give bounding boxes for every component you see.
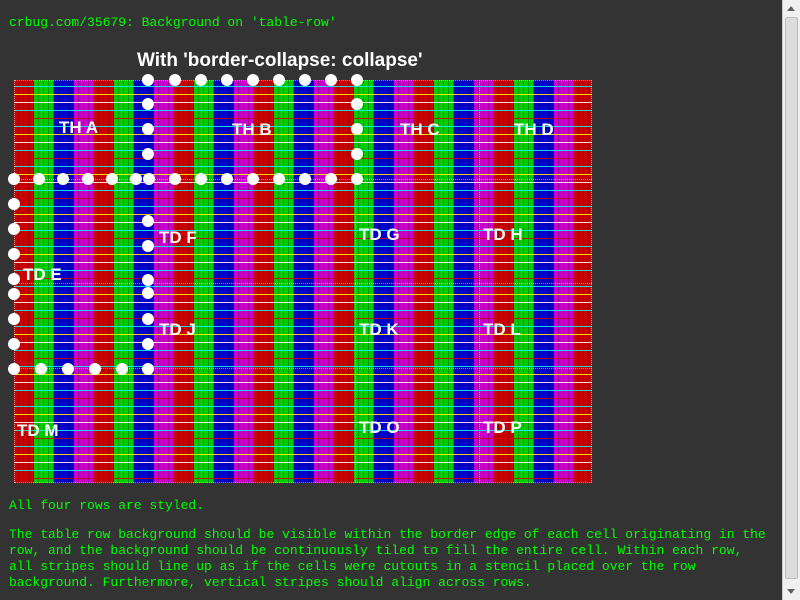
border-dot — [142, 74, 154, 86]
horizontal-stripe — [14, 86, 592, 87]
column-divider-c — [355, 179, 356, 483]
border-dot — [142, 148, 154, 160]
horizontal-stripe — [14, 214, 592, 215]
border-dot — [351, 173, 363, 185]
cell-td-l: TD L — [483, 320, 521, 339]
border-dot — [221, 74, 233, 86]
horizontal-stripe — [14, 454, 592, 455]
border-dot — [325, 173, 337, 185]
horizontal-stripe — [14, 134, 592, 135]
border-dot — [8, 363, 20, 375]
horizontal-stripe — [14, 206, 592, 207]
border-dot — [57, 173, 69, 185]
horizontal-stripe — [14, 438, 592, 439]
scrollbar-thumb[interactable] — [785, 17, 798, 579]
cell-th-b: TH B — [232, 120, 272, 139]
horizontal-stripe — [14, 406, 592, 407]
cell-td-j: TD J — [159, 320, 196, 339]
border-dot — [195, 74, 207, 86]
border-dot — [8, 313, 20, 325]
horizontal-stripe — [14, 166, 592, 167]
horizontal-stripe — [14, 102, 592, 103]
border-dot — [8, 273, 20, 285]
border-dot — [130, 173, 142, 185]
horizontal-stripe — [14, 246, 592, 247]
border-dot — [142, 274, 154, 286]
border-dot — [351, 123, 363, 135]
border-dot — [351, 148, 363, 160]
border-dot — [221, 173, 233, 185]
horizontal-stripe — [14, 446, 592, 447]
triangle-up-icon[interactable] — [787, 6, 795, 11]
horizontal-stripe — [14, 278, 592, 279]
page-title: crbug.com/35679: Background on 'table-row' — [9, 15, 337, 30]
border-dot — [142, 215, 154, 227]
border-dot — [325, 74, 337, 86]
table-border-right — [591, 80, 592, 483]
horizontal-stripe — [14, 414, 592, 415]
horizontal-stripe — [14, 142, 592, 143]
vertical-scrollbar[interactable] — [782, 0, 800, 600]
border-dot — [33, 173, 45, 185]
border-dot — [299, 74, 311, 86]
border-dot — [8, 338, 20, 350]
horizontal-stripe — [14, 190, 592, 191]
border-dot — [143, 173, 155, 185]
horizontal-stripe — [14, 358, 592, 359]
table-border-bottom — [14, 482, 592, 483]
horizontal-stripe — [14, 150, 592, 151]
border-dot — [106, 173, 118, 185]
border-dot — [82, 173, 94, 185]
border-dot — [142, 338, 154, 350]
horizontal-stripe — [14, 342, 592, 343]
horizontal-stripe — [14, 222, 592, 223]
border-dot — [299, 173, 311, 185]
horizontal-stripe — [14, 462, 592, 463]
horizontal-stripe — [14, 94, 592, 95]
border-dot — [142, 240, 154, 252]
border-dot — [351, 74, 363, 86]
horizontal-stripe — [14, 286, 592, 287]
border-dot — [351, 98, 363, 110]
triangle-down-icon[interactable] — [787, 589, 795, 594]
horizontal-stripe — [14, 350, 592, 351]
horizontal-stripe — [14, 398, 592, 399]
horizontal-stripe — [14, 110, 592, 111]
row-divider-2 — [14, 283, 592, 284]
horizontal-stripe — [14, 374, 592, 375]
border-dot — [8, 198, 20, 210]
horizontal-stripe — [14, 118, 592, 119]
horizontal-stripe — [14, 478, 592, 479]
border-dot — [142, 123, 154, 135]
border-dot — [116, 363, 128, 375]
cell-td-p: TD P — [483, 418, 522, 437]
border-dot — [247, 173, 259, 185]
horizontal-stripe — [14, 158, 592, 159]
border-dot — [273, 74, 285, 86]
description-text: The table row background should be visible within the border edge of each cell originating in the row, and the background should be continuously tiled to fill the entire cell. Within each row, all stripes should line up as if the cells were cutouts in a stencil placed over the row background. Furthermore, vertical stripes should align across rows. — [9, 527, 766, 590]
horizontal-stripe — [14, 126, 592, 127]
border-dot — [247, 74, 259, 86]
border-dot — [195, 173, 207, 185]
border-dot — [142, 363, 154, 375]
cell-th-a: TH A — [59, 118, 99, 137]
horizontal-stripe — [14, 294, 592, 295]
cell-th-d: TH D — [514, 120, 554, 139]
cell-td-o: TD O — [359, 418, 400, 437]
column-divider-d — [479, 80, 480, 483]
border-dot — [8, 173, 20, 185]
cell-td-m: TD M — [17, 421, 59, 440]
horizontal-stripe — [14, 390, 592, 391]
horizontal-stripe — [14, 470, 592, 471]
cell-td-k: TD K — [359, 320, 399, 339]
horizontal-stripe — [14, 254, 592, 255]
horizontal-stripe — [14, 310, 592, 311]
horizontal-stripe — [14, 198, 592, 199]
border-dot — [142, 98, 154, 110]
border-dot — [142, 313, 154, 325]
cell-td-f: TD F — [159, 228, 197, 247]
border-dot — [273, 173, 285, 185]
border-dot — [35, 363, 47, 375]
striped-table — [14, 80, 592, 483]
cell-td-e: TD E — [23, 265, 62, 284]
horizontal-stripe — [14, 318, 592, 319]
horizontal-stripe — [14, 382, 592, 383]
border-dot — [8, 288, 20, 300]
border-dot — [8, 248, 20, 260]
border-dot — [169, 173, 181, 185]
border-dot — [169, 74, 181, 86]
summary-text: All four rows are styled. — [9, 498, 205, 513]
border-dot — [89, 363, 101, 375]
horizontal-stripe — [14, 262, 592, 263]
cell-th-c: TH C — [400, 120, 440, 139]
horizontal-stripe — [14, 302, 592, 303]
horizontal-stripe — [14, 270, 592, 271]
border-dot — [62, 363, 74, 375]
table-caption: With 'border-collapse: collapse' — [137, 50, 423, 71]
border-dot — [8, 223, 20, 235]
cell-td-h: TD H — [483, 225, 523, 244]
border-dot — [142, 287, 154, 299]
cell-td-g: TD G — [359, 225, 400, 244]
